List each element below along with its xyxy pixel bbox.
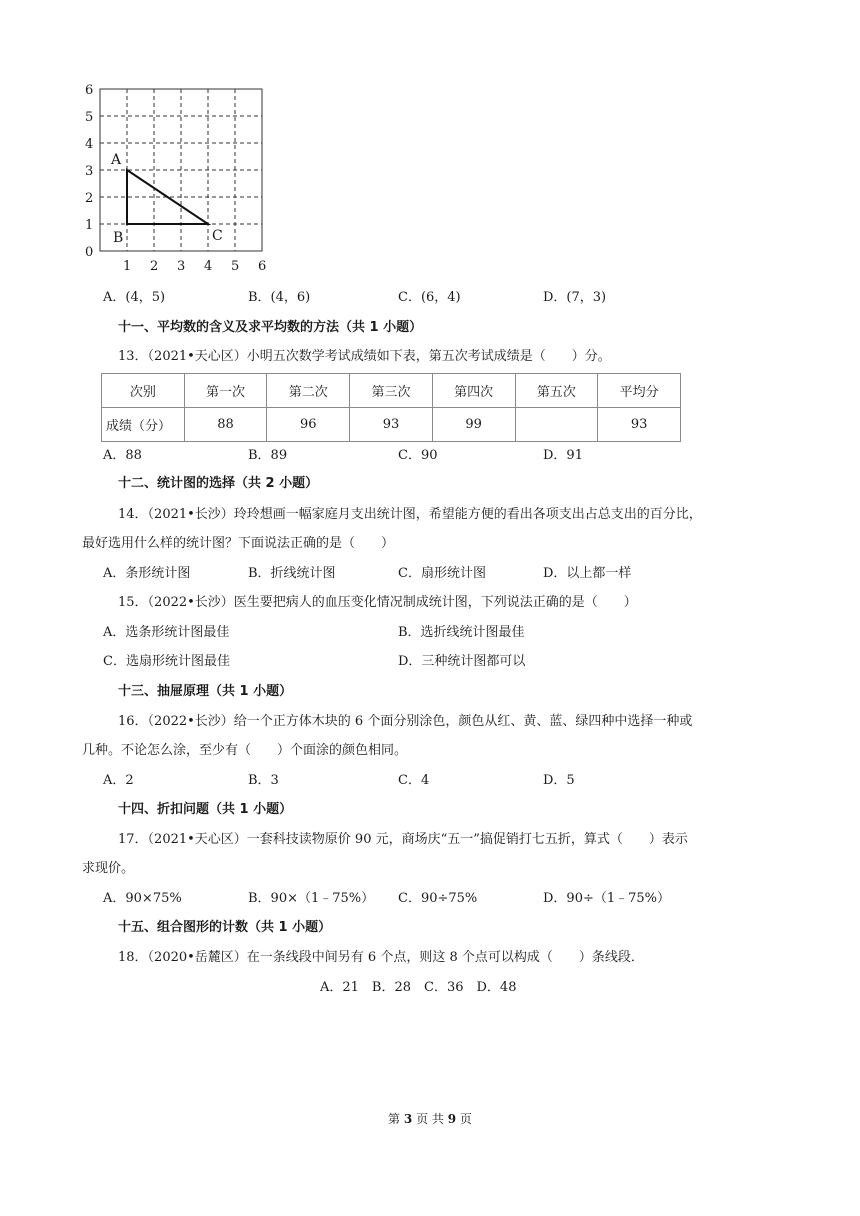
section-heading-12: 十二、统计图的选择（共 2 小题） <box>118 476 319 491</box>
q14-stem-line2: 最好选用什么样的统计图？下面说法正确的是（ ） <box>82 536 395 551</box>
q15-options-row1 <box>103 621 803 639</box>
coordinate-grid-figure <box>82 84 272 274</box>
q13-option-d[interactable]: D．91 <box>543 448 583 463</box>
q13-stem: 13．（2021•天心区）小明五次数学考试成绩如下表，第五次考试成绩是（ ）分。 <box>118 349 611 364</box>
q17-option-a[interactable]: A．90×75% <box>103 891 182 906</box>
q18-options[interactable]: A．21 B．28 C．36 D．48 <box>320 980 517 995</box>
q12-option-c[interactable]: C．(6，4) <box>398 290 461 305</box>
x-tick-label: 6 <box>258 259 267 274</box>
footer-middle: 页 共 <box>416 1112 444 1126</box>
q15-options-row2 <box>103 650 803 668</box>
q17-option-b[interactable]: B．90×（1﹣75%） <box>248 891 375 906</box>
table-cell: 88 <box>184 408 267 442</box>
triangle-abc <box>127 170 208 224</box>
q13-option-a[interactable]: A．88 <box>103 448 142 463</box>
q15-stem: 15．（2022•长沙）医生要把病人的血压变化情况制成统计图，下列说法正确的是（ ） <box>118 595 637 610</box>
point-label-b: B <box>113 230 124 246</box>
x-tick-label: 1 <box>123 259 132 274</box>
q16-stem-line1: 16．（2022•长沙）给一个正方体木块的 6 个面分别涂色，颜色从红、黄、蓝、绿四种中选择一种或 <box>118 714 693 729</box>
q16-option-a[interactable]: A．2 <box>103 773 134 788</box>
footer-total-pages: 9 <box>447 1112 457 1126</box>
y-tick-label: 4 <box>85 137 94 152</box>
x-tick-label: 2 <box>150 259 159 274</box>
section-heading-14: 十四、折扣问题（共 1 小题） <box>118 802 293 817</box>
q16-option-d[interactable]: D．5 <box>543 773 575 788</box>
q16-option-c[interactable]: C．4 <box>398 773 430 788</box>
scores-table <box>101 373 681 442</box>
q14-stem-line1: 14．（2021•长沙）玲玲想画一幅家庭月支出统计图，希望能方便的看出各项支出占总支出的百分比， <box>118 507 702 522</box>
y-tick-label: 5 <box>85 110 94 125</box>
table-header-cell: 第三次 <box>350 374 433 408</box>
q12-options <box>103 286 803 304</box>
footer-page-number: 3 <box>403 1112 413 1126</box>
table-header-cell: 第四次 <box>432 374 515 408</box>
table-header-cell: 第五次 <box>515 374 598 408</box>
footer-prefix: 第 <box>388 1112 401 1126</box>
y-tick-label: 3 <box>85 164 94 179</box>
q17-options <box>103 887 803 905</box>
q16-stem-line2: 几种。不论怎么涂，至少有（ ）个面涂的颜色相同。 <box>82 743 408 758</box>
q17-option-d[interactable]: D．90÷（1﹣75%） <box>543 891 671 906</box>
q17-stem-line1: 17．（2021•天心区）一套科技读物原价 90 元，商场庆“五一”搞促销打七五折，算式（ ）表示 <box>118 832 688 847</box>
table-header-cell: 第二次 <box>267 374 350 408</box>
x-tick-label: 4 <box>204 259 213 274</box>
q14-options <box>103 562 803 580</box>
point-label-c: C <box>212 228 223 244</box>
q12-option-d[interactable]: D．(7，3) <box>543 290 607 305</box>
q16-option-b[interactable]: B．3 <box>248 773 279 788</box>
q14-option-b[interactable]: B．折线统计图 <box>248 566 336 581</box>
table-cell: 99 <box>432 408 515 442</box>
q17-stem-line2: 求现价。 <box>82 861 135 876</box>
q14-option-d[interactable]: D．以上都一样 <box>543 566 632 581</box>
y-tick-label: 2 <box>85 191 94 206</box>
table-cell: 96 <box>267 408 350 442</box>
y-tick-label: 6 <box>85 84 94 98</box>
table-header-cell: 第一次 <box>184 374 267 408</box>
section-heading-13: 十三、抽屉原理（共 1 小题） <box>118 684 293 699</box>
y-tick-label: 1 <box>85 218 94 233</box>
table-row <box>102 408 681 442</box>
q17-option-c[interactable]: C．90÷75% <box>398 891 478 906</box>
q15-option-c[interactable]: C．选扇形统计图最佳 <box>103 654 230 669</box>
table-cell: 成绩（分） <box>102 408 185 442</box>
q16-options <box>103 769 803 787</box>
table-header-cell: 平均分 <box>598 374 681 408</box>
point-label-a: A <box>111 152 122 168</box>
q12-option-b[interactable]: B．(4，6) <box>248 290 311 305</box>
table-header-row <box>102 374 681 408</box>
section-heading-11: 十一、平均数的含义及求平均数的方法（共 1 小题） <box>118 320 423 335</box>
section-heading-15: 十五、组合图形的计数（共 1 小题） <box>118 920 332 935</box>
x-tick-label: 5 <box>231 259 240 274</box>
q15-option-d[interactable]: D．三种统计图都可以 <box>398 654 526 669</box>
q13-options <box>103 444 803 462</box>
q12-option-a[interactable]: A．(4，5) <box>103 290 166 305</box>
q13-option-c[interactable]: C．90 <box>398 448 438 463</box>
table-cell: 93 <box>350 408 433 442</box>
footer-suffix: 页 <box>459 1112 472 1126</box>
q15-option-b[interactable]: B．选折线统计图最佳 <box>398 625 525 640</box>
q13-option-b[interactable]: B．89 <box>248 448 288 463</box>
q14-option-a[interactable]: A．条形统计图 <box>103 566 191 581</box>
q15-option-a[interactable]: A．选条形统计图最佳 <box>103 625 230 640</box>
q14-option-c[interactable]: C．扇形统计图 <box>398 566 486 581</box>
table-cell-blank[interactable] <box>515 408 598 442</box>
q18-stem: 18．（2020•岳麓区）在一条线段中间另有 6 个点，则这 8 个点可以构成（ ）条线段． <box>118 950 644 965</box>
table-cell: 93 <box>598 408 681 442</box>
x-tick-label: 3 <box>177 259 186 274</box>
page-footer <box>0 1110 860 1127</box>
table-header-cell: 次别 <box>102 374 185 408</box>
y-tick-label: 0 <box>85 245 94 260</box>
